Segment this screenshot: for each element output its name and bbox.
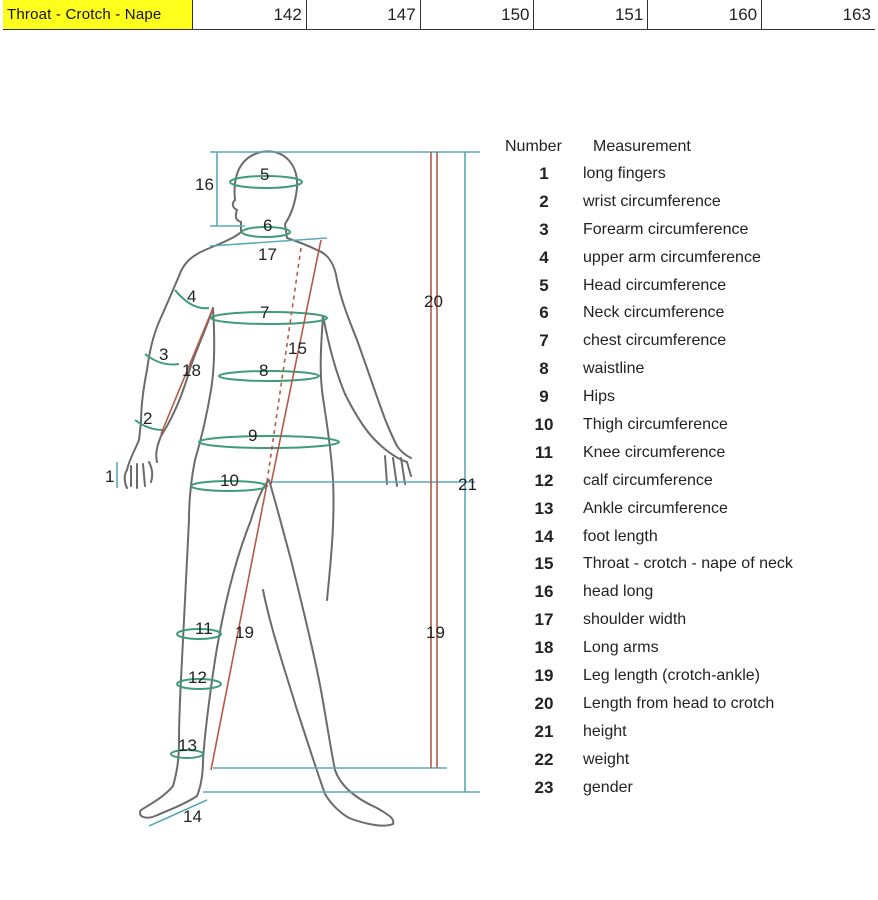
label-11: 11 (195, 619, 213, 638)
legend-item (505, 774, 865, 802)
label-19-right: 19 (426, 623, 445, 642)
legend-item-number: 5 (539, 275, 549, 295)
legend-item-label: Knee circumference (583, 443, 726, 461)
ring-waist (219, 371, 319, 381)
body-figure-svg (95, 140, 495, 850)
label-9: 9 (248, 426, 258, 445)
size-cell: 150 (421, 0, 535, 29)
label-1: 1 (105, 467, 115, 486)
label-6: 6 (263, 216, 273, 235)
size-cell: 142 (193, 0, 307, 29)
legend-item-label: calf circumference (583, 471, 713, 489)
legend-item (505, 383, 865, 411)
legend-item-number: 8 (539, 359, 549, 379)
legend-item-label: weight (583, 750, 630, 768)
legend-item (505, 746, 865, 774)
legend-header-measurement: Measurement (593, 138, 691, 155)
legend-item-number: 3 (539, 219, 549, 239)
legend-item (505, 662, 865, 690)
legend-item-number: 21 (534, 721, 554, 741)
legend-item (505, 299, 865, 327)
legend-header-number: Number (505, 138, 562, 155)
ring-hips (199, 436, 339, 448)
legend-item-label: Head circumference (583, 276, 727, 294)
legs-outline (140, 480, 393, 826)
legend-item-number: 20 (534, 693, 554, 713)
size-cell: 160 (648, 0, 762, 29)
legend-item-label: Long arms (583, 639, 659, 657)
legend-item (505, 327, 865, 355)
legend-item-number: 14 (534, 526, 554, 546)
legend-item-number: 7 (539, 331, 549, 351)
size-cell: 163 (842, 4, 871, 24)
label-8: 8 (259, 361, 269, 380)
legend-item (505, 690, 865, 718)
legend-item-label: wrist circumference (583, 192, 721, 210)
legend-item-label: Length from head to crotch (583, 694, 775, 712)
legend-item-number: 15 (534, 554, 554, 574)
legend-item (505, 188, 865, 216)
legend-item (505, 272, 865, 300)
legend-item-label: Leg length (crotch-ankle) (583, 666, 760, 684)
legend-item (505, 160, 865, 188)
legend-item-label: chest circumference (583, 332, 727, 350)
label-10: 10 (220, 471, 239, 490)
label-14: 14 (183, 807, 202, 826)
legend-item-number: 11 (535, 442, 553, 462)
legend-item-label: shoulder width (583, 611, 687, 629)
legend-item-number: 23 (534, 777, 554, 797)
body-measurement-diagram (95, 140, 495, 850)
legend-item-label: foot length (583, 527, 658, 545)
label-2: 2 (143, 409, 153, 428)
legend-item-number: 6 (539, 303, 549, 323)
size-cell: 147 (307, 0, 421, 29)
measurement-legend (505, 138, 865, 801)
legend-item-label: head long (583, 583, 654, 601)
size-row-label: Throat - Crotch - Nape (3, 0, 193, 29)
legend-item-label: Thigh circumference (583, 415, 728, 433)
size-cell: 151 (534, 0, 648, 29)
legend-item-label: Forearm circumference (583, 220, 749, 238)
legend-item-label: long fingers (583, 164, 666, 182)
legend-item-number: 17 (534, 610, 554, 630)
legend-item-number: 1 (539, 163, 549, 183)
label-12: 12 (188, 668, 207, 687)
legend-item-number: 2 (539, 191, 549, 211)
legend-item (505, 467, 865, 495)
right-hand-outline (375, 440, 411, 486)
legend-item-number: 22 (534, 749, 554, 769)
legend-rows (505, 160, 865, 801)
legend-header (505, 138, 865, 156)
legend-item-label: upper arm circumference (583, 248, 761, 266)
legend-item-label: height (583, 722, 627, 740)
legend-item-number: 19 (534, 665, 554, 685)
legend-item (505, 355, 865, 383)
right-arm-outline (323, 316, 375, 440)
legend-item (505, 411, 865, 439)
label-7: 7 (260, 303, 270, 322)
legend-item (505, 634, 865, 662)
size-table-row (3, 0, 875, 30)
label-16: 16 (195, 175, 214, 194)
legend-item-label: Ankle circumference (583, 499, 728, 517)
label-13: 13 (178, 736, 197, 755)
legend-item (505, 606, 865, 634)
legend-item (505, 523, 865, 551)
legend-item-number: 10 (534, 414, 554, 434)
legend-item-number: 4 (539, 247, 549, 267)
legend-item-number: 12 (534, 470, 554, 490)
legend-item-label: waistline (583, 360, 645, 378)
label-21: 21 (458, 475, 477, 494)
label-15: 15 (288, 339, 307, 358)
legend-item-number: 9 (539, 387, 549, 407)
legend-item-number: 13 (534, 498, 554, 518)
label-5: 5 (260, 165, 270, 184)
label-18: 18 (182, 361, 201, 380)
legend-item (505, 578, 865, 606)
legend-item (505, 495, 865, 523)
legend-item (505, 244, 865, 272)
legend-item-number: 16 (534, 582, 554, 602)
label-19-leg: 19 (235, 623, 254, 642)
legend-item (505, 550, 865, 578)
legend-item-label: Neck circumference (583, 304, 725, 322)
label-3: 3 (159, 345, 169, 364)
legend-item-label: gender (583, 778, 633, 796)
legend-item (505, 718, 865, 746)
legend-item-number: 18 (534, 638, 554, 658)
label-17: 17 (258, 245, 277, 264)
legend-item-label: Throat - crotch - nape of neck (583, 555, 793, 573)
legend-item-label: Hips (583, 388, 616, 406)
label-20: 20 (424, 292, 443, 311)
legend-item (505, 216, 865, 244)
label-4: 4 (187, 287, 197, 306)
legend-item (505, 439, 865, 467)
